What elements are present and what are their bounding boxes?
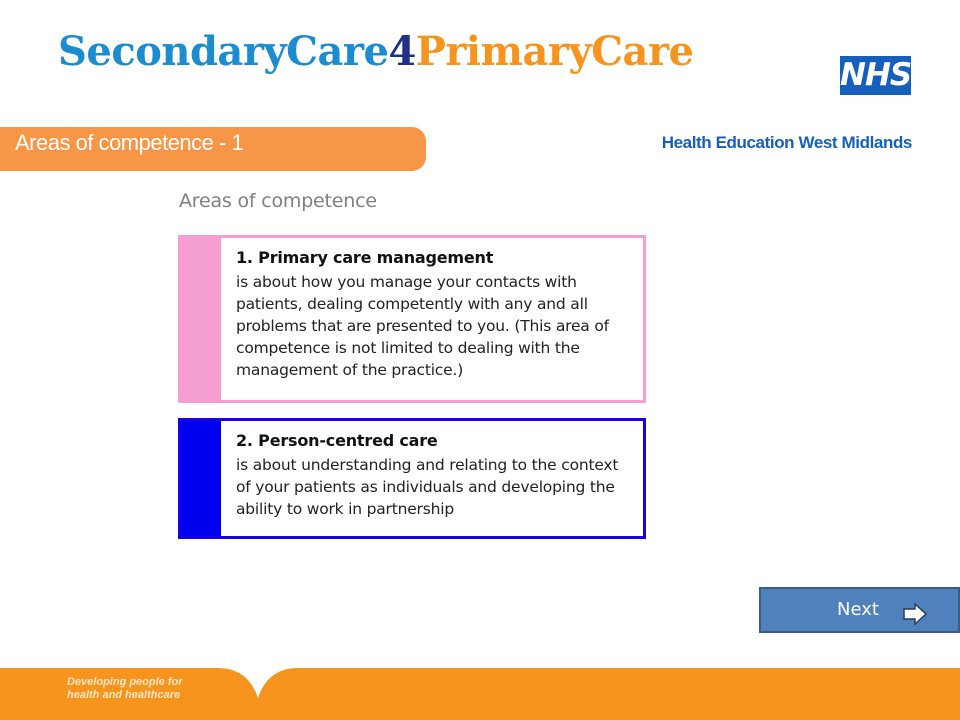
card-description: is about how you manage your contacts with patients, dealing competently with any and all problems that are presented to you. (This area of competence is not limited to dealing with the management of the practice.) [236,273,609,379]
card-title: 2. Person-centred care [236,431,438,450]
competence-figure [178,190,652,518]
competence-card-person-centred-care [178,418,646,539]
section-tab [0,127,426,171]
card-description: is about understanding and relating to the context of your patients as individuals and developing the ability to work in partnership [236,456,619,518]
next-button[interactable] [759,587,960,633]
card-title: 1. Primary care management [236,248,494,267]
arrow-right-icon [903,603,927,625]
figure-heading: Areas of competence [179,190,377,212]
nhs-logo: NHS [840,57,912,93]
next-button-label: Next [837,599,879,620]
competence-card-primary-care-management [178,235,646,403]
section-tab-label: Areas of competence - 1 [15,130,244,155]
footer-tagline: Developing people for health and healthcare [67,676,183,701]
card-color-bar [181,421,221,536]
organisation-name: Health Education West Midlands [661,133,912,152]
title-primary-care: PrimaryCare [415,28,694,75]
title-secondary-care: SecondaryCare [58,28,389,75]
title-four: 4 [388,28,416,75]
page-title [58,28,693,75]
card-color-bar [181,238,221,400]
